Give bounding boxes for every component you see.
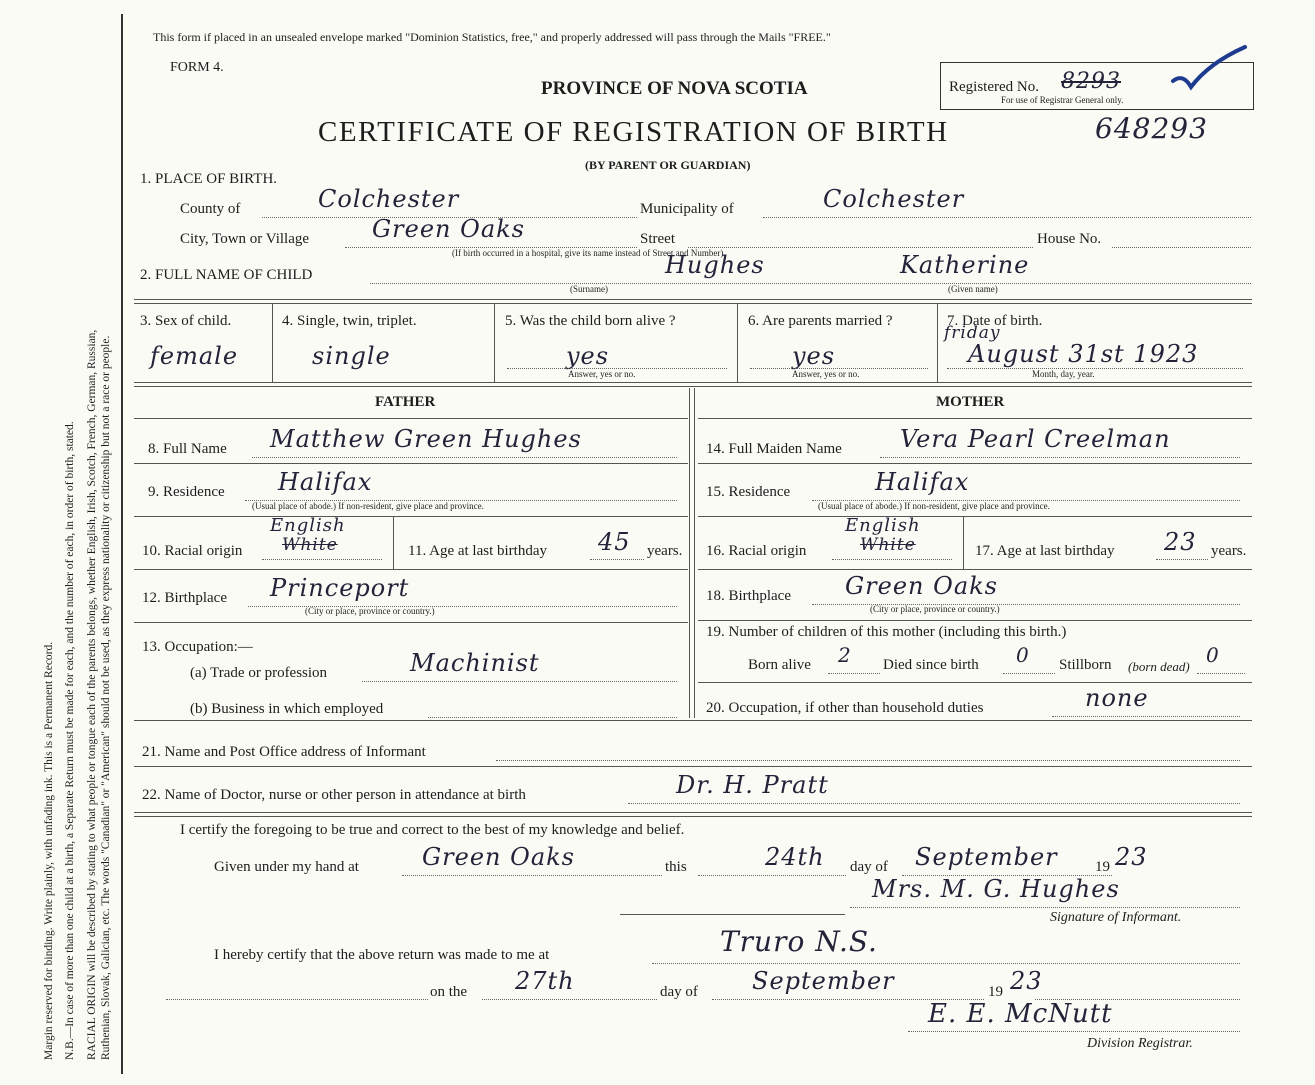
margin-note-3: RACIAL ORIGIN will be described by stating to what people or tongue each of the parents belongs, whether English, Irish, Scotch, French, German, Russian, <box>86 329 98 1060</box>
died-value: 0 <box>1016 643 1030 667</box>
mother-children-label: 19. Number of children of this mother (including this birth.) <box>706 624 1067 640</box>
registrar-year-prefix: 19 <box>988 984 1003 1000</box>
stillborn-label: Stillborn <box>1059 657 1112 673</box>
married-label: 6. Are parents married ? <box>748 313 893 329</box>
informant-label: 21. Name and Post Office address of Informant <box>142 744 426 760</box>
registered-number-box <box>940 62 1254 110</box>
doctor-label: 22. Name of Doctor, nurse or other person in attendance at birth <box>142 787 526 803</box>
given-name-note: (Given name) <box>948 284 998 294</box>
mother-heading: MOTHER <box>936 394 1005 410</box>
certification-month-value: September <box>915 843 1058 871</box>
father-trade-label: (a) Trade or profession <box>190 665 328 681</box>
mother-occupation-label: 20. Occupation, if other than household duties <box>706 700 984 716</box>
form-number: FORM 4. <box>170 60 224 75</box>
dob-label: 7. Date of birth. <box>947 313 1043 329</box>
father-racial-label: 10. Racial origin <box>142 543 243 559</box>
registrar-statement: I hereby certify that the above return was made to me at <box>214 947 550 963</box>
mother-occupation-value: none <box>1085 684 1149 712</box>
certificate-subtitle: (BY PARENT OR GUARDIAN) <box>585 158 751 172</box>
certification-day-of-label: day of <box>850 859 888 875</box>
province-heading: PROVINCE OF NOVA SCOTIA <box>541 78 808 99</box>
registrar-month-value: September <box>752 967 895 995</box>
born-alive-count-value: 2 <box>838 643 852 667</box>
sex-value: female <box>150 342 239 370</box>
mother-residence-value: Halifax <box>875 468 970 496</box>
father-racial-value: English <box>270 515 346 536</box>
plurality-value: single <box>312 342 391 370</box>
mother-age-value: 23 <box>1164 528 1197 556</box>
child-name-label: 2. FULL NAME OF CHILD <box>140 267 313 283</box>
mother-birthplace-value: Green Oaks <box>845 572 998 600</box>
married-note: Answer, yes or no. <box>792 369 860 379</box>
place-of-birth-heading: 1. PLACE OF BIRTH. <box>140 171 278 187</box>
margin-note-1: Margin reserved for binding. Write plainly, with unfading ink. This is a Permanent Record. <box>43 641 55 1060</box>
mother-birthplace-label: 18. Birthplace <box>706 588 791 604</box>
father-name-label: 8. Full Name <box>148 441 227 457</box>
doctor-value: Dr. H. Pratt <box>676 771 829 799</box>
binding-rule <box>121 14 123 1074</box>
born-alive-count-label: Born alive <box>748 657 811 673</box>
registered-label: Registered No. <box>949 79 1039 95</box>
mother-racial-value: English <box>845 515 921 536</box>
died-label: Died since birth <box>883 657 979 673</box>
municipality-label: Municipality of <box>640 201 734 217</box>
dob-note: Month, day, year. <box>1032 369 1095 379</box>
county-label: County of <box>180 201 241 217</box>
street-label: Street <box>640 231 675 247</box>
mother-name-label: 14. Full Maiden Name <box>706 441 842 457</box>
informant-signature: Mrs. M. G. Hughes <box>872 875 1120 903</box>
registered-value: 8293 <box>1061 69 1121 94</box>
born-alive-label: 5. Was the child born alive ? <box>505 313 676 329</box>
registrar-on-the-label: on the <box>430 984 468 1000</box>
mail-notice: This form if placed in an unsealed envelope marked "Dominion Statistics, free," and properly addressed will pass through the Mails "FREE." <box>153 30 831 44</box>
mother-birthplace-note: (City or place, province or country.) <box>870 604 1000 614</box>
stillborn-note: (born dead) <box>1128 659 1190 674</box>
stillborn-value: 0 <box>1206 643 1220 667</box>
plurality-label: 4. Single, twin, triplet. <box>282 313 417 329</box>
margin-note-2: N.B.—In case of more than one child at a birth, a Separate Return must be made for each, and the number of each, in order of birth, stated. <box>64 421 76 1060</box>
this-label: this <box>665 859 687 875</box>
margin-note-4: Ruthenian, Slovak, Galician, etc. The words "Canadian" or "American" should not be used, as they express nationality or citizenship but not a race or people. <box>100 335 112 1060</box>
certification-statement: I certify the foregoing to be true and correct to the best of my knowledge and belief. <box>180 822 685 838</box>
child-surname: Hughes <box>665 251 765 279</box>
certification-year-value: 23 <box>1115 843 1148 871</box>
registrar-place-value: Truro N.S. <box>720 925 878 958</box>
father-birthplace-value: Princeport <box>270 574 410 602</box>
registrar-day-value: 27th <box>515 967 575 995</box>
city-note: (If birth occurred in a hospital, give its name instead of Street and Number) <box>452 248 724 258</box>
city-label: City, Town or Village <box>180 231 310 247</box>
county-value: Colchester <box>318 185 460 213</box>
mother-age-label: 17. Age at last birthday <box>975 543 1115 559</box>
mother-age-unit: years. <box>1211 543 1247 559</box>
check-mark-icon <box>1169 43 1259 103</box>
registrar-day-of-label: day of <box>660 984 698 1000</box>
city-value: Green Oaks <box>372 215 525 243</box>
registered-note: For use of Registrar General only. <box>1001 95 1124 105</box>
father-residence-label: 9. Residence <box>148 484 225 500</box>
dob-value: August 31st 1923 <box>968 340 1199 368</box>
registrar-signature-label: Division Registrar. <box>1087 1036 1193 1051</box>
mother-name-value: Vera Pearl Creelman <box>900 425 1171 453</box>
registrar-signature: E. E. McNutt <box>928 999 1113 1029</box>
informant-signature-label: Signature of Informant. <box>1050 910 1182 925</box>
dob-day: friday <box>944 323 1001 343</box>
certification-day-value: 24th <box>765 843 825 871</box>
born-alive-value: yes <box>566 342 610 370</box>
surname-note: (Surname) <box>570 284 608 294</box>
father-birthplace-label: 12. Birthplace <box>142 590 227 606</box>
registrar-year-value: 23 <box>1010 967 1043 995</box>
father-trade-value: Machinist <box>410 649 540 677</box>
father-heading: FATHER <box>375 394 436 410</box>
father-name-value: Matthew Green Hughes <box>270 425 582 453</box>
father-business-label: (b) Business in which employed <box>190 701 384 717</box>
given-label: Given under my hand at <box>214 859 359 875</box>
house-no-label: House No. <box>1037 231 1102 247</box>
mother-racial-struck: White <box>860 535 916 555</box>
father-occupation-label: 13. Occupation:— <box>142 639 253 655</box>
mother-racial-label: 16. Racial origin <box>706 543 807 559</box>
municipality-value: Colchester <box>823 185 965 213</box>
child-given-name: Katherine <box>900 251 1030 279</box>
born-alive-note: Answer, yes or no. <box>568 369 636 379</box>
mother-residence-label: 15. Residence <box>706 484 791 500</box>
father-age-label: 11. Age at last birthday <box>408 543 547 559</box>
father-residence-note: (Usual place of abode.) If non-resident, give place and province. <box>252 501 484 511</box>
certificate-title: CERTIFICATE OF REGISTRATION OF BIRTH <box>318 116 949 148</box>
father-age-unit: years. <box>647 543 683 559</box>
father-residence-value: Halifax <box>278 468 373 496</box>
sex-label: 3. Sex of child. <box>140 313 232 329</box>
father-age-value: 45 <box>598 528 631 556</box>
certification-year-prefix: 19 <box>1095 859 1110 875</box>
married-value: yes <box>792 342 836 370</box>
handwritten-registration-number: 648293 <box>1095 112 1208 145</box>
given-place-value: Green Oaks <box>422 843 575 871</box>
mother-residence-note: (Usual place of abode.) If non-resident, give place and province. <box>818 501 1050 511</box>
father-racial-struck: White <box>282 535 338 555</box>
father-birthplace-note: (City or place, province or country.) <box>305 606 435 616</box>
